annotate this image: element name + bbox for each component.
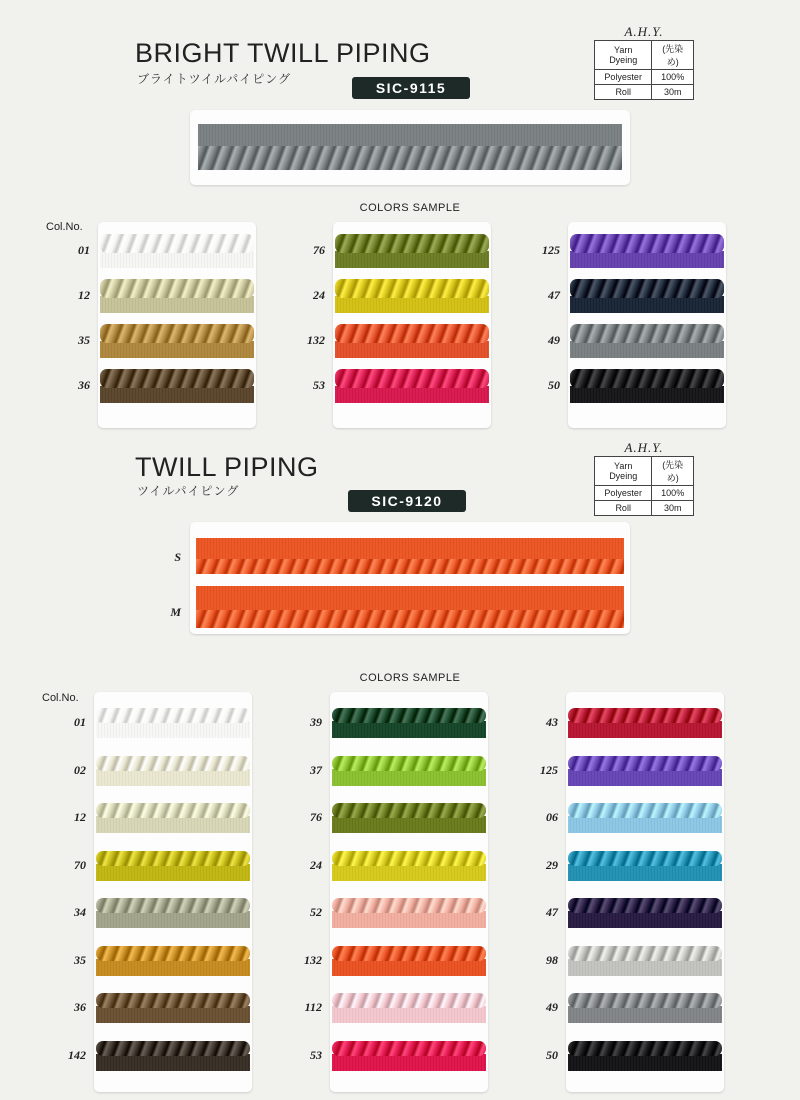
size-s-piping — [196, 538, 624, 572]
color-swatch — [570, 324, 724, 358]
color-number: 34 — [74, 905, 86, 919]
color-number: 01 — [78, 243, 90, 257]
color-number: 52 — [310, 905, 322, 919]
cord-twist — [198, 146, 622, 170]
color-card — [566, 692, 724, 1092]
color-swatch — [332, 851, 486, 881]
cord-tape — [96, 1054, 250, 1071]
color-number: 01 — [74, 715, 86, 729]
cord-twist — [335, 234, 489, 253]
cord-twist — [96, 708, 250, 723]
spec-row: Roll 30m — [595, 85, 694, 100]
color-number: 06 — [546, 810, 558, 824]
color-number: 112 — [304, 1000, 322, 1014]
color-number: 47 — [548, 288, 560, 302]
color-swatch — [96, 1041, 250, 1071]
cord-tape — [332, 864, 486, 881]
color-swatch — [568, 898, 722, 928]
cord-tape — [570, 251, 724, 268]
section2-size-sample — [190, 522, 630, 634]
color-number: 76 — [313, 243, 325, 257]
cord-twist — [332, 898, 486, 913]
cord-tape — [568, 769, 722, 786]
color-card — [330, 692, 488, 1092]
cord-tape — [570, 386, 724, 403]
cord-tape — [332, 1006, 486, 1023]
cord-twist — [335, 324, 489, 343]
color-swatch — [335, 234, 489, 268]
color-card — [94, 692, 252, 1092]
cord-tape — [332, 816, 486, 833]
color-swatch — [570, 279, 724, 313]
section1-spec-block — [594, 24, 694, 100]
color-number: 24 — [310, 857, 322, 872]
color-swatch — [100, 279, 254, 313]
cord-twist — [570, 324, 724, 343]
spec-table — [594, 40, 694, 100]
cord-tape — [196, 586, 624, 610]
color-swatch — [568, 993, 722, 1023]
cord-twist — [568, 898, 722, 913]
color-card — [568, 222, 726, 428]
cord-twist — [332, 1041, 486, 1056]
cord-twist — [96, 946, 250, 961]
color-swatch — [570, 369, 724, 403]
cord-twist — [96, 851, 250, 866]
cord-tape — [568, 1006, 722, 1023]
color-card — [98, 222, 256, 428]
color-swatch — [332, 946, 486, 976]
color-swatch — [568, 946, 722, 976]
cord-twist — [335, 369, 489, 388]
section2-spec-block — [594, 440, 694, 516]
color-number: 12 — [78, 288, 90, 302]
color-swatch — [568, 803, 722, 833]
color-number: 53 — [310, 1047, 322, 1062]
color-number: 50 — [548, 378, 560, 392]
size-label-s: S — [174, 550, 181, 564]
spec-row: Polyester 100% — [595, 486, 694, 501]
cord-tape — [335, 296, 489, 313]
color-number: 29 — [546, 857, 558, 872]
cord-twist — [96, 1041, 250, 1056]
cord-tape — [568, 911, 722, 928]
cord-tape — [568, 721, 722, 738]
cord-tape — [100, 341, 254, 358]
color-number: 39 — [310, 715, 322, 729]
cord-tape — [568, 1054, 722, 1071]
color-number: 47 — [546, 905, 558, 919]
color-swatch — [332, 803, 486, 833]
section2-title: TWILL PIPING — [135, 452, 319, 482]
color-number: 125 — [540, 762, 558, 777]
cord-tape — [332, 959, 486, 976]
cord-tape — [568, 816, 722, 833]
cord-tape — [332, 911, 486, 928]
color-swatch — [332, 898, 486, 928]
cord-twist — [196, 610, 624, 628]
color-swatch — [100, 234, 254, 268]
color-number: 49 — [548, 333, 560, 347]
color-number: 12 — [74, 810, 86, 824]
section1-product-code: SIC-9115 — [352, 77, 470, 99]
color-card — [333, 222, 491, 428]
color-swatch — [100, 324, 254, 358]
color-swatch — [332, 993, 486, 1023]
color-swatch — [332, 1041, 486, 1071]
color-swatch — [335, 279, 489, 313]
cord-twist — [332, 993, 486, 1008]
cord-tape — [335, 341, 489, 358]
cord-tape — [96, 769, 250, 786]
color-number: 125 — [542, 243, 560, 257]
cord-twist — [96, 993, 250, 1008]
spec-row: Polyester 100% — [595, 70, 694, 85]
color-swatch — [568, 708, 722, 738]
cord-tape — [332, 1054, 486, 1071]
section1-title: BRIGHT TWILL PIPING — [135, 38, 431, 68]
spec-row: Yarn Dyeing (先染め) — [595, 457, 694, 486]
color-number: 132 — [304, 952, 322, 967]
color-swatch — [568, 851, 722, 881]
cord-twist — [335, 279, 489, 298]
spec-table — [594, 456, 694, 516]
cord-tape — [96, 959, 250, 976]
cord-twist — [196, 559, 624, 574]
color-number: 70 — [74, 857, 86, 872]
cord-tape — [570, 341, 724, 358]
cord-twist — [332, 851, 486, 866]
color-number: 35 — [74, 952, 86, 967]
color-swatch — [332, 708, 486, 738]
cord-twist — [332, 946, 486, 961]
cord-twist — [570, 369, 724, 388]
cord-twist — [100, 279, 254, 298]
cord-twist — [568, 851, 722, 866]
cord-tape — [568, 864, 722, 881]
section1-col-no-label: Col.No. — [46, 221, 83, 233]
cord-tape — [196, 538, 624, 559]
color-number: 24 — [313, 288, 325, 302]
cord-twist — [570, 234, 724, 253]
brand-mark: A.H.Y. — [624, 24, 664, 39]
color-swatch — [96, 803, 250, 833]
spec-row: Yarn Dyeing (先染め) — [595, 41, 694, 70]
cord-twist — [568, 708, 722, 723]
cord-tape — [100, 296, 254, 313]
hero-piping — [198, 124, 622, 168]
color-swatch — [335, 324, 489, 358]
section2-col-no-label: Col.No. — [42, 692, 79, 704]
cord-tape — [335, 386, 489, 403]
color-number: 98 — [546, 952, 558, 967]
color-number: 76 — [310, 810, 322, 824]
color-swatch — [568, 1041, 722, 1071]
color-number: 142 — [68, 1047, 86, 1062]
color-swatch — [332, 756, 486, 786]
cord-tape — [568, 959, 722, 976]
brand-mark: A.H.Y. — [624, 440, 664, 455]
color-swatch — [100, 369, 254, 403]
section1-subtitle: ブライトツイルパイピング — [137, 72, 291, 86]
section2-colors-sample-label: COLORS SAMPLE — [359, 672, 461, 684]
cord-tape — [100, 251, 254, 268]
cord-twist — [570, 279, 724, 298]
cord-twist — [568, 803, 722, 818]
cord-tape — [96, 721, 250, 738]
cord-tape — [96, 816, 250, 833]
cord-tape — [335, 251, 489, 268]
color-number: 50 — [546, 1047, 558, 1062]
color-number: 43 — [546, 715, 558, 729]
color-swatch — [568, 756, 722, 786]
color-number: 49 — [546, 1000, 558, 1014]
section2-subtitle: ツイルパイピング — [137, 484, 240, 498]
size-label-m: M — [170, 605, 181, 619]
color-swatch — [96, 946, 250, 976]
color-number: 35 — [78, 333, 90, 347]
section1-hero-sample — [190, 110, 630, 185]
color-swatch — [96, 708, 250, 738]
cord-tape — [96, 911, 250, 928]
cord-twist — [332, 803, 486, 818]
cord-tape — [100, 386, 254, 403]
cord-tape — [570, 296, 724, 313]
cord-tape — [198, 124, 622, 146]
color-number: 36 — [74, 1000, 86, 1014]
cord-twist — [96, 803, 250, 818]
cord-tape — [332, 769, 486, 786]
cord-twist — [568, 1041, 722, 1056]
color-swatch — [96, 993, 250, 1023]
cord-twist — [96, 898, 250, 913]
color-swatch — [96, 756, 250, 786]
color-number: 37 — [310, 762, 322, 777]
cord-twist — [568, 756, 722, 771]
spec-row: Roll 30m — [595, 501, 694, 516]
color-swatch — [96, 851, 250, 881]
color-number: 02 — [74, 762, 86, 777]
cord-twist — [96, 756, 250, 771]
color-number: 132 — [307, 333, 325, 347]
cord-tape — [96, 1006, 250, 1023]
cord-tape — [96, 864, 250, 881]
color-number: 36 — [78, 378, 90, 392]
cord-twist — [332, 756, 486, 771]
cord-twist — [100, 369, 254, 388]
size-m-piping — [196, 586, 624, 626]
color-swatch — [570, 234, 724, 268]
cord-twist — [100, 234, 254, 253]
color-swatch — [335, 369, 489, 403]
cord-twist — [332, 708, 486, 723]
cord-twist — [568, 946, 722, 961]
section1-colors-sample-label: COLORS SAMPLE — [359, 202, 461, 214]
section2-product-code: SIC-9120 — [348, 490, 466, 512]
cord-tape — [332, 721, 486, 738]
cord-twist — [568, 993, 722, 1008]
color-number: 53 — [313, 378, 325, 392]
color-swatch — [96, 898, 250, 928]
cord-twist — [100, 324, 254, 343]
